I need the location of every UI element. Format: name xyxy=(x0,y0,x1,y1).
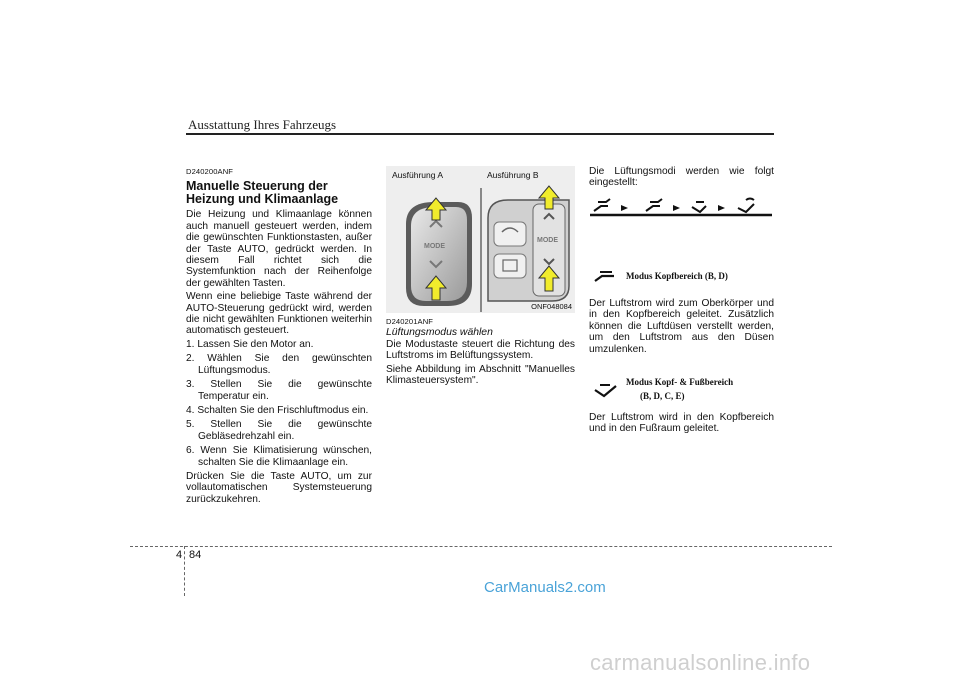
mode-head-foot-description xyxy=(589,412,774,437)
mode-label-b: MODE xyxy=(537,237,558,244)
figure-label-b: Ausführung B xyxy=(487,170,539,180)
section-heading: Lüftungsmodus wählen xyxy=(386,327,493,339)
section-heading: Manuelle Steuerung der Heizung und Klimaanlage xyxy=(186,179,339,207)
figure-code: ONF048084 xyxy=(531,302,572,311)
mode-label-head-foot-codes: (B, D, C, E) xyxy=(640,391,685,401)
page-number: 84 xyxy=(189,549,202,561)
head-mode-icon xyxy=(592,268,618,284)
paragraph: Der Luftstrom wird in den Kopfbereich und in den Fußraum geleitet. xyxy=(589,412,774,435)
left-column xyxy=(186,166,372,507)
mode-head-description xyxy=(589,298,774,357)
mode-label-a: MODE xyxy=(424,243,445,250)
list-item: 3. Stellen Sie die gewünschte Temperatur ein. xyxy=(186,379,372,402)
footer-divider xyxy=(184,546,185,596)
paragraph: Drücken Sie die Taste AUTO, um zur vollautomatischen Systemsteuerung zurückzukehren. xyxy=(186,470,372,505)
head-foot-mode-icon xyxy=(592,382,620,400)
list-item: 6. Wenn Sie Klimatisierung wünschen, schalten Sie die Klimaanlage ein. xyxy=(186,445,372,468)
paragraph: Wenn eine beliebige Taste während der AUTO-Steuerung gedrückt wird, werden die nicht gewählten Funktionen weiterhin automatisch gesteuert. xyxy=(186,291,372,337)
footer-site-link[interactable]: carmanualsonline.info xyxy=(590,650,811,675)
paragraph: Siehe Abbildung im Abschnitt "Manuelles Klimasteuersystem". xyxy=(386,363,575,387)
footer-rule xyxy=(130,546,832,547)
paragraph: Die Heizung und Klimaanlage können auch manuell gesteuert werden, indem die gewünschten Funktionstasten, außer der Taste AUTO, gedrückt werden. In diesem Fall richtet sich die Systemfunktion nach der Reihenfolge der gewählten Tasten. xyxy=(186,209,372,289)
steps-list xyxy=(186,339,372,468)
header-rule xyxy=(186,133,774,135)
paragraph: Die Lüftungsmodi werden wie folgt eingestellt: xyxy=(589,166,774,189)
section-code: D240201ANF xyxy=(386,317,434,326)
mode-label-head: Modus Kopfbereich (B, D) xyxy=(626,271,728,281)
figure-label-a: Ausführung A xyxy=(392,170,444,180)
mode-label-head-foot: Modus Kopf- & Fußbereich xyxy=(626,377,734,387)
list-item: 2. Wählen Sie den gewünschten Lüftungsmodus. xyxy=(186,353,372,376)
watermark-link[interactable]: CarManuals2.com xyxy=(484,579,606,596)
paragraph: Die Modustaste steuert die Richtung des Luftstroms im Belüftungssystem. xyxy=(386,338,575,362)
header-title: Ausstattung Ihres Fahrzeugs xyxy=(188,117,337,132)
paragraph: Der Luftstrom wird zum Oberkörper und in den Kopfbereich geleitet. Zusätzlich können die Luftdüsen verstellt werden, um den Luftstrom aus den Düsen umzulenken. xyxy=(589,298,774,355)
list-item: 5. Stellen Sie die gewünschte Gebläsedrehzahl ein. xyxy=(186,419,372,442)
middle-column xyxy=(386,316,575,388)
list-item: 4. Schalten Sie den Frischluftmodus ein. xyxy=(186,404,369,416)
section-code: D240200ANF xyxy=(186,167,234,176)
mode-button-b-icon xyxy=(488,200,569,301)
list-item: 1. Lassen Sie den Motor an. xyxy=(186,338,314,350)
mode-sequence-icon xyxy=(588,196,774,218)
right-column-intro xyxy=(589,166,774,191)
chapter-number: 4 xyxy=(176,549,183,561)
figure-illustration xyxy=(386,166,575,313)
mode-button-figure xyxy=(386,166,575,313)
